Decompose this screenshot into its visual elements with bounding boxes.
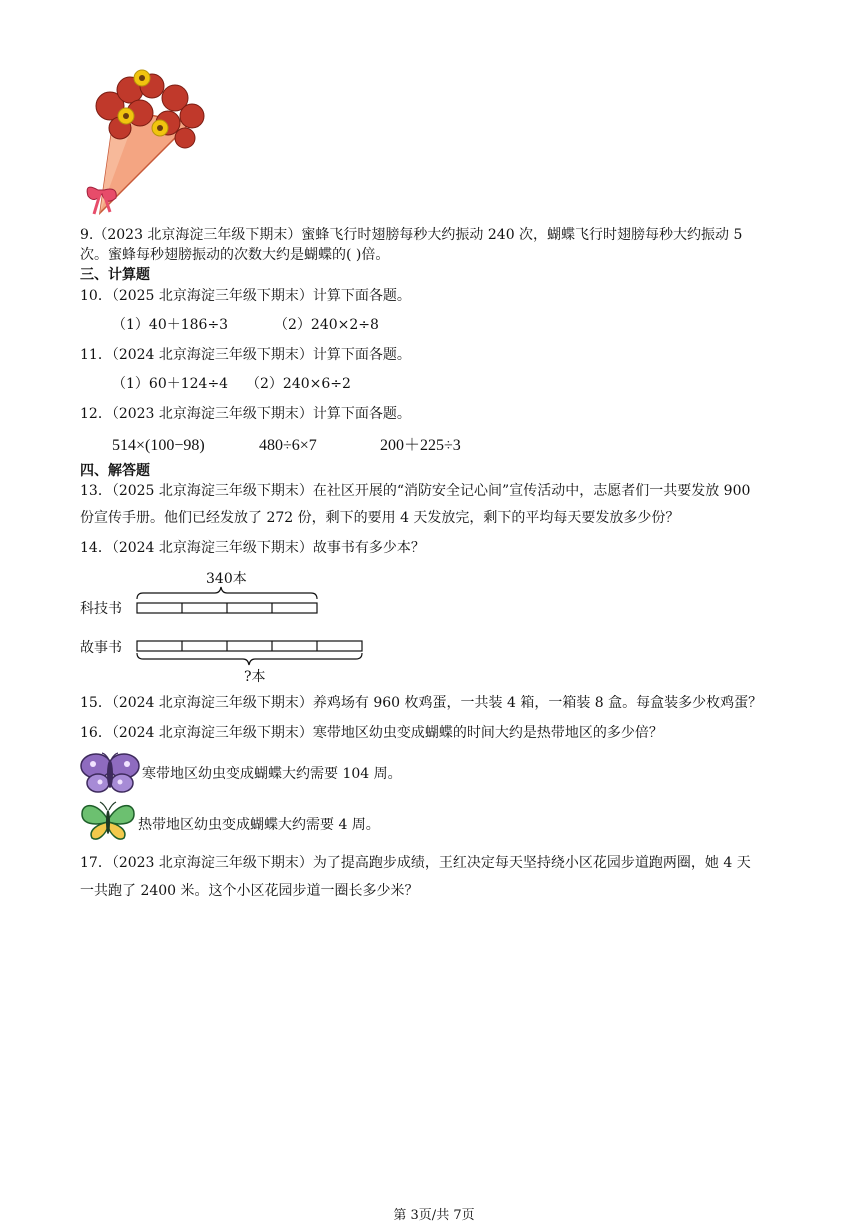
question-11-stem: 11．（2024 北京海淀三年级下期末）计算下面各题。 — [80, 347, 411, 363]
diagram-bottom-label: ?本 — [244, 669, 266, 685]
question-10-part-2: （2）240×2÷8 — [274, 317, 379, 333]
question-13-line-2: 份宣传手册。他们已经发放了 272 份，剩下的要用 4 天发放完，剩下的平均每天要发放多少份？ — [80, 510, 680, 526]
diagram-row-2-label: 故事书 — [80, 640, 122, 656]
cold-region-info: 寒带地区幼虫变成蝴蝶大约需要 104 周。 — [142, 766, 402, 782]
page-number-footer: 第 3页/共 7页 — [393, 1208, 475, 1223]
question-12-expression-1: 514×(100−98) — [112, 437, 205, 454]
question-12-expression-3: 200＋225÷3 — [380, 437, 461, 454]
question-11-part-2: （2）240×6÷2 — [246, 376, 351, 392]
flower-bouquet-image — [80, 68, 220, 218]
question-9-line-1: 9.（2023 北京海淀三年级下期末）蜜蜂飞行时翅膀每秒大约振动 240 次，蝴蝶飞行时翅膀每秒大约振动 5 — [80, 227, 743, 243]
question-9-line-2: 次。蜜蜂每秒翅膀振动的次数大约是蝴蝶的( )倍。 — [80, 247, 390, 263]
green-butterfly-icon — [80, 800, 136, 842]
diagram-top-label: 340本 — [206, 571, 247, 587]
question-17-line-1: 17．（2023 北京海淀三年级下期末）为了提高跑步成绩，王红决定每天坚持绕小区花园步道跑两圈，她 4 天 — [80, 855, 751, 871]
question-13-line-1: 13．（2025 北京海淀三年级下期末）在社区开展的“消防安全记心间”宣传活动中，志愿者们一共要发放 900 — [80, 483, 751, 499]
line-segment-diagram — [130, 585, 370, 670]
question-10-part-1: （1）40＋186÷3 — [112, 317, 229, 333]
question-16-stem: 16．（2024 北京海淀三年级下期末）寒带地区幼虫变成蝴蝶的时间大约是热带地区的多少倍？ — [80, 725, 663, 741]
question-12-expression-2: 480÷6×7 — [259, 437, 317, 454]
question-17-line-2: 一共跑了 2400 米。这个小区花园步道一圈长多少米？ — [80, 883, 419, 899]
question-14-stem: 14．（2024 北京海淀三年级下期末）故事书有多少本？ — [80, 540, 425, 556]
question-12-stem: 12．（2023 北京海淀三年级下期末）计算下面各题。 — [80, 406, 411, 422]
question-10-stem: 10．（2025 北京海淀三年级下期末）计算下面各题。 — [80, 288, 411, 304]
question-11-part-1: （1）60＋124÷4 — [112, 376, 229, 392]
tropical-region-info: 热带地区幼虫变成蝴蝶大约需要 4 周。 — [138, 817, 380, 833]
section-3-heading: 三、计算题 — [80, 267, 150, 283]
diagram-row-1-label: 科技书 — [80, 601, 122, 617]
purple-butterfly-icon — [80, 752, 140, 794]
question-15: 15．（2024 北京海淀三年级下期末）养鸡场有 960 枚鸡蛋，一共装 4 箱，一箱装 8 盒。每盒装多少枚鸡蛋？ — [80, 695, 763, 711]
section-4-heading: 四、解答题 — [80, 463, 150, 479]
